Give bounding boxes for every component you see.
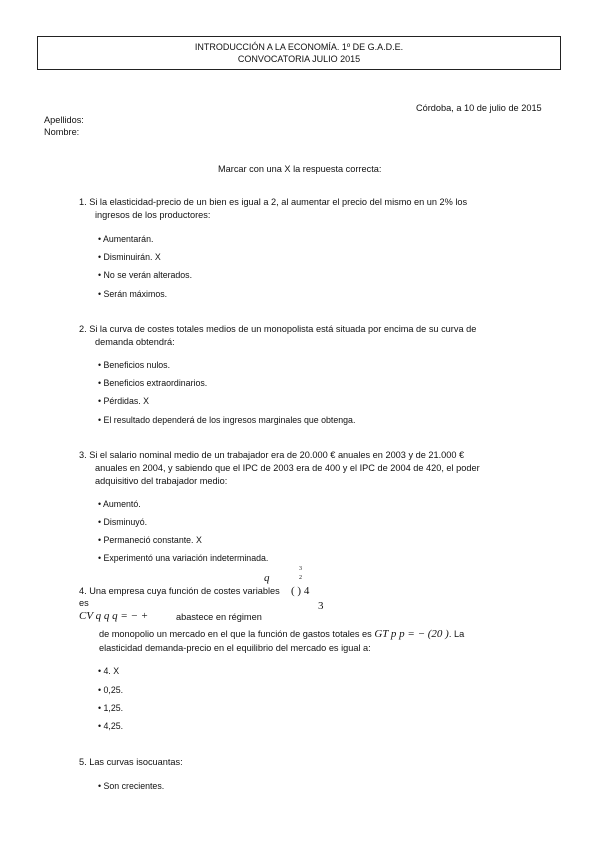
- question-1-line-2: ingresos de los productores:: [95, 210, 211, 220]
- q4-option-b: • 0,25.: [98, 685, 124, 695]
- q2-option-c: • Pérdidas. X: [98, 396, 149, 406]
- nombre-label: Nombre:: [44, 127, 80, 137]
- q1-option-a: • Aumentarán.: [98, 234, 154, 244]
- q1-option-d: • Serán máximos.: [98, 289, 168, 299]
- formula-exp-denominator: 2: [299, 575, 302, 581]
- formula-denominator: 3: [318, 600, 324, 612]
- instruction: Marcar con una X la respuesta correcta:: [218, 164, 382, 174]
- question-3-line-1: 3. Si el salario nominal medio de un trabajador era de 20.000 € anuales en 2003 y de 21.000 €: [79, 450, 465, 460]
- q4-option-a: • 4. X: [98, 666, 120, 676]
- q1-option-b: • Disminuirán. X: [98, 252, 161, 262]
- question-4-line-2: es: [79, 598, 89, 608]
- formula-cv: CV q q q = − +: [79, 610, 149, 622]
- question-4-line-4: [99, 628, 464, 640]
- q2-option-d: • El resultado dependerá de los ingresos marginales que obtenga.: [98, 415, 356, 425]
- formula-q-superscript: q: [264, 572, 270, 584]
- exam-session: CONVOCATORIA JULIO 2015: [237, 54, 361, 64]
- q1-option-c: • No se verán alterados.: [98, 270, 193, 280]
- question-4-line-1: 4. Una empresa cuya función de costes variables: [79, 586, 280, 596]
- question-3-line-2: anuales en 2004, y sabiendo que el IPC de 2003 era de 400 y el IPC de 2004 de 420, el poder: [95, 463, 480, 473]
- q2-option-b: • Beneficios extraordinarios.: [98, 378, 208, 388]
- question-3-line-3: adquisitivo del trabajador medio:: [95, 476, 228, 486]
- question-4-line-3-tail: abastece en régimen: [176, 612, 262, 622]
- question-2-line-1: 2. Si la curva de costes totales medios de un monopolista está situada por encima de su curva de: [79, 324, 477, 334]
- formula-paren: ( ) 4: [291, 585, 310, 597]
- question-4-line-4-post: . La: [448, 629, 465, 639]
- formula-gt: GT p p = − (20 ): [374, 628, 449, 640]
- q4-option-c: • 1,25.: [98, 703, 124, 713]
- question-1: [79, 196, 559, 222]
- exam-date: Córdoba, a 10 de julio de 2015: [416, 103, 542, 113]
- exam-title: INTRODUCCIÓN A LA ECONOMÍA. 1º DE G.A.D.E.: [194, 42, 404, 52]
- apellidos-label: Apellidos:: [44, 115, 84, 125]
- q2-option-a: • Beneficios nulos.: [98, 360, 171, 370]
- question-1-line-1: 1. Si la elasticidad-precio de un bien es igual a 2, al aumentar el precio del mismo en un 2% los: [79, 197, 468, 207]
- q3-option-a: • Aumentó.: [98, 499, 141, 509]
- question-2-line-2: demanda obtendrá:: [95, 337, 175, 347]
- question-2: [79, 323, 559, 349]
- q3-option-b: • Disminuyó.: [98, 517, 148, 527]
- formula-exp-numerator: 3: [299, 566, 302, 572]
- question-3: [79, 449, 559, 488]
- question-4-line-4-pre: de monopolio un mercado en el que la función de gastos totales es: [99, 629, 372, 639]
- q4-option-d: • 4,25.: [98, 721, 124, 731]
- q3-option-c: • Permaneció constante. X: [98, 535, 202, 545]
- exam-header-box: [37, 36, 561, 70]
- question-5-line-1: 5. Las curvas isocuantas:: [79, 757, 183, 767]
- question-4-line-5: elasticidad demanda-precio en el equilibrio del mercado es igual a:: [99, 643, 371, 653]
- q5-option-a: • Son crecientes.: [98, 781, 165, 791]
- q3-option-d: • Experimentó una variación indeterminada.: [98, 553, 269, 563]
